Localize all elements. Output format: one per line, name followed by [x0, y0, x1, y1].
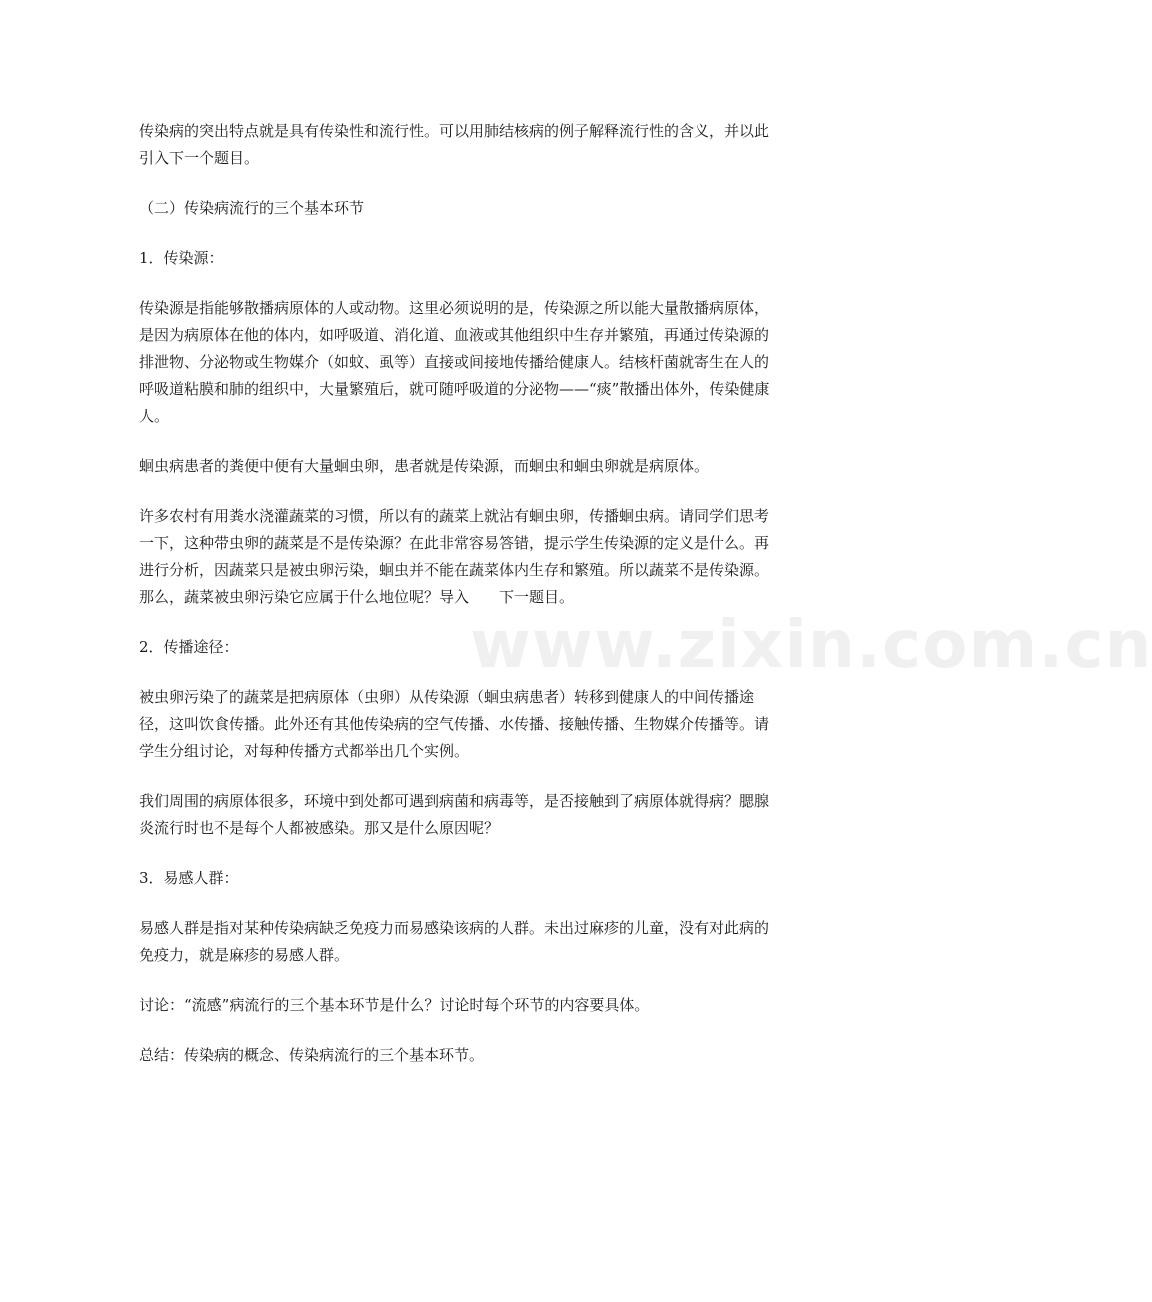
subheading-infection-source: 1．传染源：	[139, 249, 224, 267]
section-heading: （二）传染病流行的三个基本环节	[139, 199, 365, 217]
paragraph-infection-source: 传染源是指能够散播病原体的人或动物。这里必须说明的是，传染源之所以能大量散播病原体，是因为病原体在他的体内，如呼吸道、消化道、血液或其他组织中生存并繁殖，再通过传染源的排泄物、分泌物或生物媒介（如蚊、虱等）直接或间接地传播给健康人。结核杆菌就寄生在人的呼吸道粘膜和肺的组织中，大量繁殖后，就可随呼吸道的分泌物——“痰”散播出体外，传染健康人。	[139, 299, 770, 425]
paragraph-susceptible-population: 易感人群是指对某种传染病缺乏免疫力而易感染该病的人群。未出过麻疹的儿童，没有对此病的免疫力，就是麻疹的易感人群。	[139, 919, 770, 964]
document-body	[139, 118, 781, 1092]
subheading-transmission-route: 2．传播途径：	[139, 638, 239, 656]
paragraph-summary: 总结：传染病的概念、传染病流行的三个基本环节。	[139, 1046, 485, 1064]
paragraph-vegetables: 许多农村有用粪水浇灌蔬菜的习惯，所以有的蔬菜上就沾有蛔虫卵，传播蛔虫病。请同学们思考一下，这种带虫卵的蔬菜是不是传染源？在此非常容易答错，提示学生传染源的定义是什么。再进行分析，因蔬菜只是被虫卵污染，蛔虫并不能在蔬菜体内生存和繁殖。所以蔬菜不是传染源。那么，蔬菜被虫卵污染它应属于什么地位呢？导入 下一题目。	[139, 507, 770, 606]
paragraph-roundworm: 蛔虫病患者的粪便中便有大量蛔虫卵，患者就是传染源，而蛔虫和蛔虫卵就是病原体。	[139, 457, 710, 475]
paragraph-discussion: 讨论：“流感”病流行的三个基本环节是什么？讨论时每个环节的内容要具体。	[139, 996, 650, 1014]
subheading-susceptible-population: 3．易感人群：	[139, 869, 239, 887]
paragraph-intro: 传染病的突出特点就是具有传染性和流行性。可以用肺结核病的例子解释流行性的含义，并以此引入下一个题目。	[139, 122, 770, 167]
paragraph-pathogens-question: 我们周围的病原体很多，环境中到处都可遇到病菌和病毒等，是否接触到了病原体就得病？腮腺炎流行时也不是每个人都被感染。那又是什么原因呢？	[139, 792, 770, 837]
watermark: www.zixin.com.cn	[470, 606, 1152, 683]
paragraph-transmission-route: 被虫卵污染了的蔬菜是把病原体（虫卵）从传染源（蛔虫病患者）转移到健康人的中间传播途径，这叫饮食传播。此外还有其他传染病的空气传播、水传播、接触传播、生物媒介传播等。请学生分组讨论，对每种传播方式都举出几个实例。	[139, 688, 770, 760]
